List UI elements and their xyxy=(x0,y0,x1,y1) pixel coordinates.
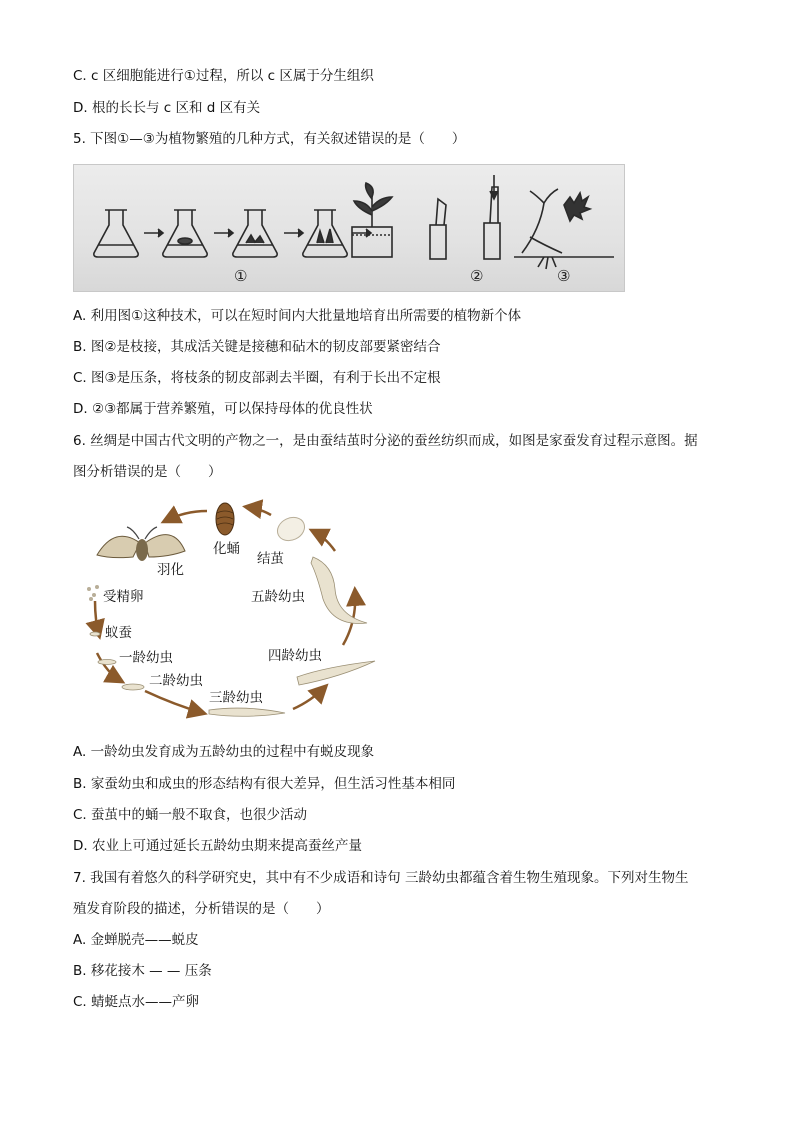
instar3-illustration xyxy=(209,708,285,716)
label-pupate: 化蛹 xyxy=(213,541,240,557)
q7-option-c: C. 蜻蜓点水——产卵 xyxy=(73,994,200,1010)
q5-option-b: B. 图②是枝接，其成活关键是接穗和砧木的韧皮部要紧密结合 xyxy=(73,339,441,355)
figure-label-1: ① xyxy=(234,267,248,285)
q5-option-c: C. 图③是压条，将枝条的韧皮部剥去半圈，有利于长出不定根 xyxy=(73,370,441,386)
layering-branch xyxy=(514,189,614,269)
arrow-instar2 xyxy=(145,691,203,713)
arrow-pupate xyxy=(247,507,271,515)
cocoon-illustration xyxy=(274,513,309,545)
label-fertilized-egg: 受精卵 xyxy=(103,589,144,605)
instar5-illustration xyxy=(311,557,367,624)
figure-label-3: ③ xyxy=(557,267,571,285)
q7-option-a: A. 金蝉脱壳——蜕皮 xyxy=(73,932,199,948)
arrow-hatchling xyxy=(97,653,121,681)
grafting-stock-2 xyxy=(484,175,500,259)
arrow-instar3 xyxy=(293,687,325,709)
flask-4 xyxy=(303,210,347,257)
arrow-eclosion xyxy=(165,511,207,521)
q6-option-c: C. 蚕茧中的蛹一般不取食，也很少活动 xyxy=(73,807,308,823)
label-instar-3: 三龄幼虫 xyxy=(209,690,263,706)
flask-3 xyxy=(233,210,277,257)
q7-option-b: B. 移花接木 — — 压条 xyxy=(73,963,212,979)
q6-option-a: A. 一龄幼虫发育成为五龄幼虫的过程中有蜕皮现象 xyxy=(73,744,375,760)
pupa-illustration xyxy=(216,503,234,535)
potted-seedling xyxy=(352,183,392,257)
instar2-illustration xyxy=(122,684,144,690)
q4-option-c: C. c 区细胞能进行①过程，所以 c 区属于分生组织 xyxy=(73,68,374,84)
flask-2 xyxy=(163,210,207,257)
label-cocoon: 结茧 xyxy=(257,551,284,567)
hatchling-illustration xyxy=(90,632,100,636)
label-eclosion: 羽化 xyxy=(157,562,184,578)
moth-illustration xyxy=(97,527,185,561)
q5-stem: 5. 下图①—③为植物繁殖的几种方式，有关叙述错误的是（ ） xyxy=(73,131,466,147)
label-instar-5: 五龄幼虫 xyxy=(251,589,305,605)
label-hatchling: 蚁蚕 xyxy=(105,625,132,641)
figure-label-2: ② xyxy=(470,267,484,285)
q6-option-d: D. 农业上可通过延长五龄幼虫期来提高蚕丝产量 xyxy=(73,838,362,854)
arrow-cocoon xyxy=(313,531,335,551)
label-instar-1: 一龄幼虫 xyxy=(119,650,173,666)
q5-option-a: A. 利用图①这种技术，可以在短时间内大批量地培育出所需要的植物新个体 xyxy=(73,308,522,324)
label-instar-4: 四龄幼虫 xyxy=(268,648,322,664)
plant-propagation-drawing xyxy=(74,165,624,291)
flask-1 xyxy=(94,210,138,257)
instar1-illustration xyxy=(98,660,116,665)
instar4-illustration xyxy=(297,661,375,685)
q6-stem-line-1: 6. 丝绸是中国古代文明的产物之一，是由蚕结茧时分泌的蚕丝纺织而成，如图是家蚕发育过程示意图。据 xyxy=(73,433,698,449)
q6-stem-line-2: 图分析错误的是（ ） xyxy=(73,464,222,480)
label-instar-2: 二龄幼虫 xyxy=(149,673,203,689)
q5-option-d: D. ②③都属于营养繁殖，可以保持母体的优良性状 xyxy=(73,401,373,417)
q7-stem-line-1: 7. 我国有着悠久的科学研究史，其中有不少成语和诗句 三龄幼虫都蕴含着生物生殖现象。下列对生物生 xyxy=(73,870,689,886)
q4-option-d: D. 根的长长与 c 区和 d 区有关 xyxy=(73,100,261,116)
q7-stem-line-2: 殖发育阶段的描述，分析错误的是（ ） xyxy=(73,901,330,917)
grafting-stock-1 xyxy=(430,199,446,259)
egg-illustration xyxy=(87,585,99,601)
silkworm-life-cycle-diagram xyxy=(85,495,385,725)
q6-option-b: B. 家蚕幼虫和成虫的形态结构有很大差异，但生活习性基本相同 xyxy=(73,776,456,792)
arrow-egg xyxy=(95,601,99,635)
plant-propagation-photo xyxy=(73,164,625,292)
